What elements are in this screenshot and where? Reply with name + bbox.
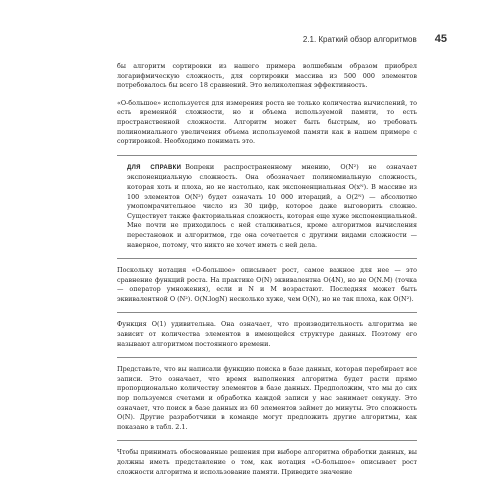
paragraph: Функция O(1) удивительна. Она означает, что производительность алгоритма не зависит от количества элементов в имеющейся структуре данных. Поэтому его называют алгоритмом постоянного времени. <box>117 320 417 348</box>
sidebar-lead: ДЛЯ СПРАВКИ <box>127 164 182 171</box>
sidebar-bottom-rule <box>117 258 417 259</box>
page-body <box>117 62 417 485</box>
sidebar-paragraph <box>127 163 417 250</box>
sidebar-text: Вопреки распространенному мнению, O(N²) не означает экспоненциальную сложность. Она обозначает полиномиальную сложность, которая хоть и плоха, но не настолько, как экспоненциальная O(xᴺ). В массиве из 100 элементов O(N²) будет означать 10 000 итераций, а O(2ᴺ) — абсолютно умопомрачительное число из 30 цифр, которое даже выговорить сложно. Существует также факториальная сложность, которая еще хуже экспоненциальной. Мне почти не приходилось с ней сталкиваться, кроме алгоритмов вычисления перестановок и алгоритмов, где она сочетается с другими видами сложности — наверное, потому, что никто не хочет иметь с ней дела. <box>127 162 417 249</box>
info-sidebar <box>117 163 417 250</box>
chapter-section-title: 2.1. Краткий обзор алгоритмов <box>302 35 417 44</box>
section-rule <box>117 440 417 441</box>
running-header <box>303 33 447 45</box>
paragraph: «О-большое» используется для измерения роста не только количества вычислений, то есть временно́й сложности, но и объема используемой памяти, то есть пространственной сложности. Алгоритм может быть быстрым, но требовать полиномиального увеличения объема используемой памяти как в нашем примере с сортировкой. Необходимо понимать это. <box>117 98 417 146</box>
section-rule <box>117 357 417 358</box>
section-rule <box>117 312 417 313</box>
paragraph: Представьте, что вы написали функцию поиска в базе данных, которая перебирает все записи. Это означает, что время выполнения алгоритма будет расти прямо пропорционально количеству элементов в базе данных. Предположим, что мы до сих пор пользуемся счетами и обработка каждой записи у нас занимает секунду. Это означает, что поиск в базе данных из 60 элементов займет до минуты. Это сложность O(N). Другие разработчики в команде могут предложить другие алгоритмы, как показано в табл. 2.1. <box>117 365 417 431</box>
sidebar-top-rule <box>117 155 417 156</box>
paragraph: бы алгоритм сортировки из нашего примера волшебным образом приобрел логарифмическую сложность, для сортировки массива из 500 000 элементов потребовалось бы всего 18 сравнений. Это великолепная эффективность. <box>117 62 417 90</box>
paragraph: Поскольку нотация «О-большое» описывает рост, самое важное для нее — это сравнение функций роста. На практике O(N) эквивалентна O(4N), но не O(N.M) (точка — оператор умножения), если и N и M возрастают. Последняя может быть эквивалентной O (N²). O(N.logN) несколько хуже, чем O(N), но не так плоха, как O(N²). <box>117 266 417 303</box>
paragraph: Чтобы принимать обоснованные решения при выборе алгоритма обработки данных, вы должны иметь представление о том, как нотация «О-большое» описывает рост сложности алгоритма и использование памяти. Приведите значение <box>117 448 417 476</box>
page-number: 45 <box>434 33 447 45</box>
